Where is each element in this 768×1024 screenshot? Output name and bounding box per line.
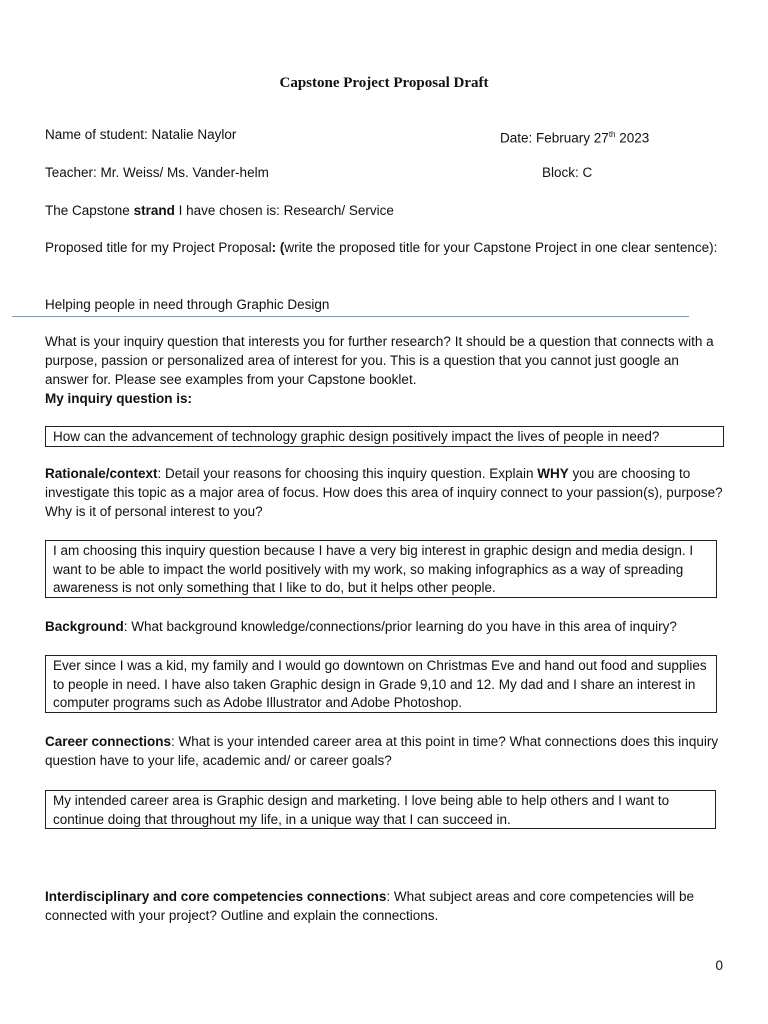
page-number: 0 xyxy=(715,958,723,973)
inquiry-label-text: My inquiry question is: xyxy=(45,391,193,406)
rationale-answer-box: I am choosing this inquiry question because I have a very big interest in graphic design and media design. I want to be able to impact the world positively with my work, so making infographics as a way of spreading awareness is not only something that I like to do, but it helps other people. xyxy=(45,540,717,598)
rationale-prompt-b: you are choosing to investigate this topic as a major area of focus. How does this area of inquiry connect to your passion(s), purpose? Why is it of personal interest to you? xyxy=(45,466,723,519)
background-answer-box: Ever since I was a kid, my family and I would go downtown on Christmas Eve and hand out food and supplies to people in need. I have also taken Graphic design in Grade 9,10 and 12. My dad and I share an interest in computer programs such as Adobe Illustrator and Adobe Photoshop. xyxy=(45,655,717,713)
inquiry-answer-box: How can the advancement of technology graphic design positively impact the lives of people in need? xyxy=(45,426,724,447)
rationale-label: Rationale/context xyxy=(45,466,158,481)
background-prompt-text: : What background knowledge/connections/prior learning do you have in this area of inquiry? xyxy=(123,619,677,634)
rationale-prompt xyxy=(45,464,725,521)
document-title: Capstone Project Proposal Draft xyxy=(279,75,489,91)
interdisciplinary-prompt xyxy=(45,887,725,925)
proposal-prompt-bold: : ( xyxy=(271,240,285,255)
proposal-title-answer: Helping people in need through Graphic Design xyxy=(45,297,330,312)
strand-post: I have chosen is: Research/ Service xyxy=(174,203,394,218)
interdisciplinary-prompt-text: : What subject areas and core competencies will be connected with your project? Outline and explain the connections. xyxy=(45,889,695,923)
interdisciplinary-label: Interdisciplinary and core competencies connections xyxy=(45,889,387,904)
strand-pre: The Capstone xyxy=(45,203,134,218)
teacher-line: Teacher: Mr. Weiss/ Ms. Vander-helm xyxy=(45,165,269,180)
strand-line xyxy=(45,201,394,220)
rationale-why: WHY xyxy=(537,466,569,481)
proposal-prompt-pre: Proposed title for my Project Proposal xyxy=(45,240,272,255)
date-line xyxy=(500,125,649,148)
rationale-prompt-a: : Detail your reasons for choosing this inquiry question. Explain xyxy=(157,466,538,481)
background-prompt xyxy=(45,617,725,636)
date-prefix: Date: February 27 xyxy=(500,130,609,146)
inquiry-prompt: What is your inquiry question that interests you for further research? It should be a question that connects with a purpose, passion or personalized area of interest for you. This is a question that you cannot just google an answer for. Please see examples from your Capstone booklet. xyxy=(45,334,714,387)
strand-bold: strand xyxy=(133,203,175,218)
date-year: 2023 xyxy=(615,130,650,146)
career-prompt-text: : What is your intended career area at this point in time? What connections does this inquiry question have to your life, academic and/ or career goals? xyxy=(45,734,719,768)
career-prompt xyxy=(45,732,725,770)
block-line: Block: C xyxy=(542,165,593,180)
proposal-prompt-post: write the proposed title for your Capstone Project in one clear sentence): xyxy=(284,240,718,255)
career-label: Career connections xyxy=(45,734,172,749)
background-label: Background xyxy=(45,619,124,634)
career-answer-box: My intended career area is Graphic design and marketing. I love being able to help others and I want to continue doing that throughout my life, in a unique way that I can succeed in. xyxy=(45,790,716,829)
inquiry-label xyxy=(45,389,192,408)
divider-line xyxy=(12,316,689,317)
student-name-line: Name of student: Natalie Naylor xyxy=(45,127,237,142)
proposal-prompt xyxy=(45,238,725,257)
date-superscript: th xyxy=(608,130,616,139)
